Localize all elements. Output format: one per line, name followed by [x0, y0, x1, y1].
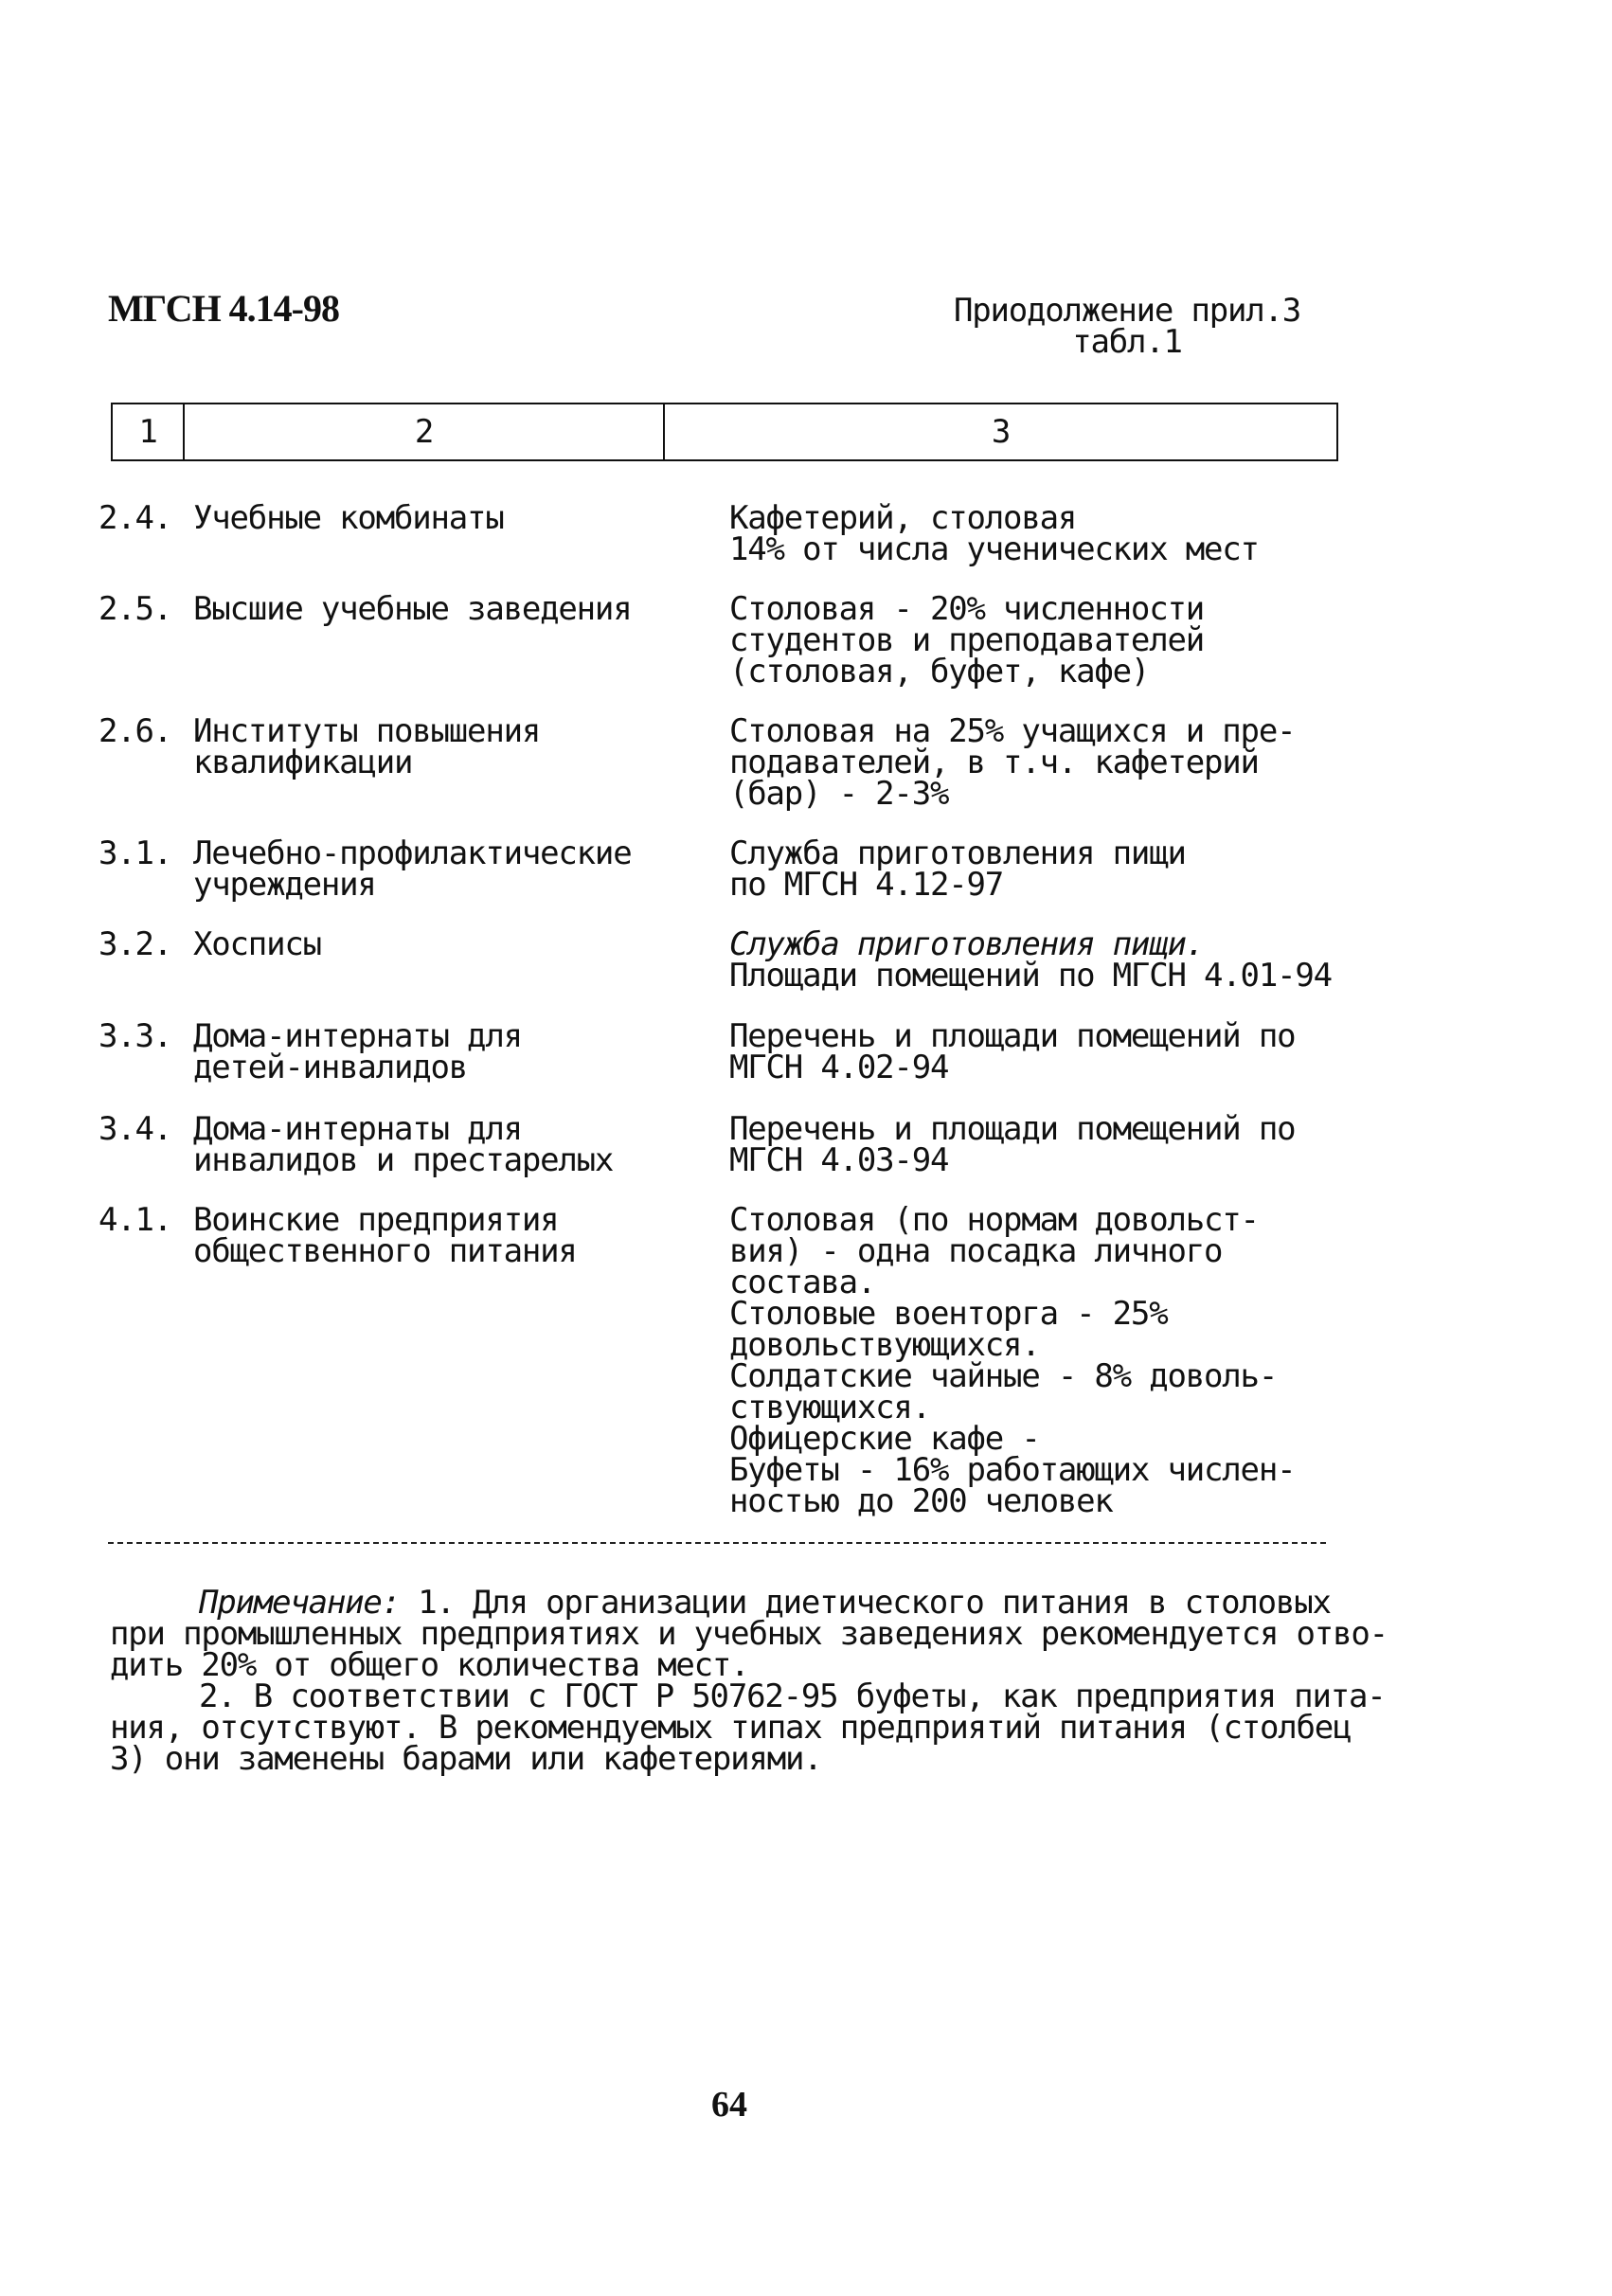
row-name-line: инвалидов и престарелых [193, 1141, 614, 1179]
row-name [193, 1110, 729, 1205]
row-desc-line: Перечень и площади помещений по [729, 1110, 1296, 1148]
row-desc-line: Площади помещений по МГСН 4.01-94 [729, 957, 1332, 995]
row-desc-line: студентов и преподавателей [729, 621, 1205, 659]
row-desc-line: МГСН 4.03-94 [729, 1141, 949, 1179]
continuation-line-1: Приодолжение прил.3 [953, 292, 1301, 330]
row-name-line: Лечебно-профилактические [193, 834, 632, 872]
row-desc-line: Столовые военторга - 25% [729, 1295, 1168, 1333]
row-name-line: Дома-интернаты для [193, 1017, 522, 1055]
row-desc-line: Столовая на 25% учащихся и пре- [729, 712, 1296, 750]
row-desc-line: (столовая, буфет, кафе) [729, 653, 1150, 691]
row-name [193, 834, 729, 929]
row-name [193, 499, 729, 594]
table-header [111, 403, 1338, 461]
row-description [729, 712, 1411, 838]
table-end-divider [108, 1542, 1326, 1544]
row-desc-line: состава. [729, 1264, 876, 1301]
row-description [729, 499, 1411, 594]
row-description [729, 834, 1411, 929]
row-description [729, 1017, 1411, 1114]
row-number: 2.5. [99, 590, 172, 628]
row-desc-line: Буфеты - 16% работающих числен- [729, 1451, 1296, 1489]
note-text: 1. Для организации диетического питания в столовых [418, 1584, 1331, 1622]
row-name-line: Хосписы [193, 925, 321, 963]
row-number: 2.4. [99, 499, 172, 537]
row-desc-line: 14% от числа ученических мест [729, 530, 1259, 568]
table-row [99, 1017, 1424, 1114]
row-description [729, 590, 1411, 716]
row-name-line: Дома-интернаты для [193, 1110, 522, 1148]
note-line: ния, отсутствуют. В рекомендуемых типах предприятий питания (столбец [110, 1709, 1352, 1747]
row-name [193, 590, 729, 716]
row-desc-line: Солдатские чайные - 8% доволь- [729, 1357, 1278, 1395]
row-desc-line: ностью до 200 человек [729, 1482, 1113, 1520]
row-name [193, 712, 729, 838]
row-desc-line: Столовая (по нормам довольст- [729, 1201, 1259, 1239]
row-name-line: Институты повышения [193, 712, 541, 750]
row-name-line: квалификации [193, 744, 413, 781]
row-desc-line: подавателей, в т.ч. кафетерий [729, 744, 1259, 781]
table-header-col-1: 1 [113, 404, 185, 459]
row-desc-line: Служба приготовления пищи. [729, 925, 1205, 963]
table-row [99, 834, 1424, 929]
table-row [99, 712, 1424, 838]
row-number: 3.2. [99, 925, 172, 963]
row-desc-line: вия) - одна посадка личного [729, 1232, 1223, 1270]
note-line: дить 20% от общего количества мест. [110, 1646, 749, 1684]
table-row [99, 1201, 1424, 1527]
document-code: МГСН 4.14-98 [108, 287, 339, 330]
note-label: Примечание: [199, 1584, 400, 1622]
row-name [193, 925, 729, 1021]
page-number: 64 [711, 2085, 747, 2125]
note-line: 2. В соответствии с ГОСТ Р 50762-95 буфеты, как предприятия пита- [199, 1677, 1386, 1715]
row-description [729, 925, 1411, 1021]
table-body [99, 499, 1424, 1527]
table-row [99, 590, 1424, 716]
table-row [99, 499, 1424, 594]
row-name-line: Высшие учебные заведения [193, 590, 632, 628]
row-number: 3.1. [99, 834, 172, 872]
notes-block [110, 1584, 1407, 1778]
row-description [729, 1110, 1411, 1205]
row-desc-line: по МГСН 4.12-97 [729, 866, 1004, 904]
row-number: 2.6. [99, 712, 172, 750]
row-name [193, 1201, 729, 1527]
row-description [729, 1201, 1411, 1527]
row-desc-line: Офицерские кафе - [729, 1420, 1040, 1458]
row-name-line: Учебные комбинаты [193, 499, 504, 537]
row-desc-line: МГСН 4.02-94 [729, 1049, 949, 1086]
row-desc-line: Столовая - 20% численности [729, 590, 1205, 628]
note-line: при промышленных предприятиях и учебных заведениях рекомендуется отво- [110, 1615, 1388, 1653]
table-header-col-2: 2 [185, 404, 665, 459]
continuation-label [928, 292, 1326, 361]
table-row [99, 1110, 1424, 1205]
continuation-line-2: табл.1 [1072, 323, 1182, 361]
row-desc-line: довольствующихся. [729, 1326, 1040, 1364]
row-number: 3.3. [99, 1017, 172, 1055]
row-name-line: Воинские предприятия [193, 1201, 559, 1239]
row-desc-line: (бар) - 2-3% [729, 775, 949, 813]
row-name [193, 1017, 729, 1114]
row-name-line: общественного питания [193, 1232, 577, 1270]
table-row [99, 925, 1424, 1021]
row-number: 3.4. [99, 1110, 172, 1148]
row-desc-line: Кафетерий, столовая [729, 499, 1077, 537]
note-line: 3) они заменены барами или кафетериями. [110, 1740, 822, 1778]
row-desc-line: Перечень и площади помещений по [729, 1017, 1296, 1055]
row-desc-line: ствующихся. [729, 1389, 930, 1426]
table-header-col-3: 3 [991, 412, 1011, 451]
row-number: 4.1. [99, 1201, 172, 1239]
row-name-line: детей-инвалидов [193, 1049, 468, 1086]
row-name-line: учреждения [193, 866, 376, 904]
row-desc-line: Служба приготовления пищи [729, 834, 1186, 872]
